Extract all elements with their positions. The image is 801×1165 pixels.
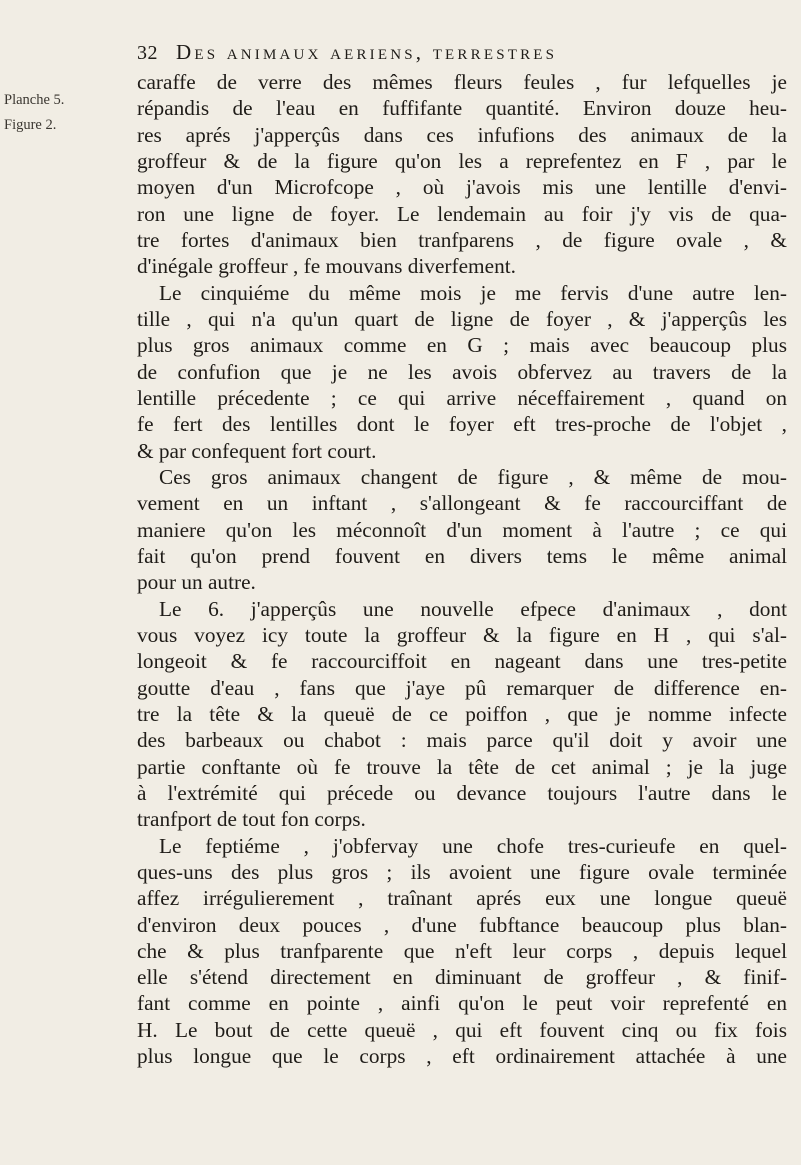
text-line: vous voyez icy toute la groffeur & la figure en H , qui s'al-: [137, 622, 787, 647]
text-line: H. Le bout de cette queuë , qui eft fouvent cinq ou fix fois: [137, 1017, 787, 1042]
text-line: tre fortes d'animaux bien tranfparens , de figure ovale , &: [137, 227, 787, 252]
text-line: & par confequent fort court.: [137, 438, 377, 463]
text-line: d'inégale groffeur , fe mouvans diverfement.: [137, 254, 516, 279]
margin-note-plate: Planche 5.: [4, 92, 65, 108]
text-line: partie conftante où fe trouve la tête de cet animal ; je la juge: [137, 754, 787, 779]
text-line: vement en un inftant , s'allongeant & fe raccourciffant de: [137, 491, 787, 516]
text-line: ques-uns des plus gros ; ils avoient une figure ovale terminée: [137, 859, 787, 884]
text-line: répandis de l'eau en fuffifante quantité. Environ douze heu-: [137, 96, 787, 121]
text-line: ron une ligne de foyer. Le lendemain au foir j'y vis de qua-: [137, 201, 787, 226]
text-line: Ces gros animaux changent de figure , & même de mou-: [159, 464, 787, 489]
text-line: fe fert des lentilles dont le foyer eft tres-proche de l'objet ,: [137, 412, 787, 437]
text-line: plus longue que le corps , eft ordinairement attachée à une: [137, 1044, 787, 1069]
text-line: d'environ deux pouces , d'une fubftance beaucoup plus blan-: [137, 912, 787, 937]
text-line: plus gros animaux comme en G ; mais avec beaucoup plus: [137, 333, 787, 358]
text-line: de confufion que je ne les avois obfervez au travers de la: [137, 359, 787, 384]
text-line: affez irrégulierement , traînant aprés eux une longue queuë: [137, 886, 787, 911]
text-line: fait qu'on prend fouvent en divers tems le même animal: [137, 543, 787, 568]
page-header: [137, 40, 777, 70]
text-line: tre la tête & la queuë de ce poiffon , que je nomme infecte: [137, 701, 787, 726]
text-line: fant comme en pointe , ainfi qu'on le peut voir reprefenté en: [137, 991, 787, 1016]
text-line: lentille précedente ; ce qui arrive néceffairement , quand on: [137, 385, 787, 410]
text-line: Le feptiéme , j'obfervay une chofe tres-curieufe en quel-: [159, 833, 787, 858]
margin-note-figure: Figure 2.: [4, 117, 57, 133]
page-number: 32: [137, 42, 158, 64]
body-text: [137, 69, 787, 1069]
text-line: tille , qui n'a qu'un quart de ligne de foyer , & j'apperçûs les: [137, 306, 787, 331]
text-line: groffeur & de la figure qu'on les a reprefentez en F , par le: [137, 148, 787, 173]
text-line: Le 6. j'apperçûs une nouvelle efpece d'animaux , dont: [159, 596, 787, 621]
text-line: à l'extrémité qui précede ou devance toujours l'autre dans le: [137, 780, 787, 805]
text-line: che & plus tranfparente que n'eft leur corps , depuis lequel: [137, 938, 787, 963]
text-line: tranfport de tout fon corps.: [137, 807, 366, 832]
text-line: caraffe de verre des mêmes fleurs feules , fur lefquelles je: [137, 70, 787, 94]
text-line: moyen d'un Microfcope , où j'avois mis une lentille d'envi-: [137, 175, 787, 200]
text-line: res aprés j'apperçûs dans ces infufions des animaux de la: [137, 122, 787, 147]
text-line: Le cinquiéme du même mois je me fervis d'une autre len-: [159, 280, 787, 305]
running-title: Des animaux aeriens, terrestres: [176, 40, 558, 64]
text-line: des barbeaux ou chabot : mais parce qu'il doit y avoir une: [137, 728, 787, 753]
text-line: goutte d'eau , fans que j'aye pû remarquer de difference en-: [137, 675, 787, 700]
text-line: elle s'étend directement en diminuant de groffeur , & finif-: [137, 965, 787, 990]
text-line: maniere qu'on les méconnoît d'un moment à l'autre ; ce qui: [137, 517, 787, 542]
text-line: longeoit & fe raccourciffoit en nageant dans une tres-petite: [137, 649, 787, 674]
text-line: pour un autre.: [137, 570, 256, 595]
